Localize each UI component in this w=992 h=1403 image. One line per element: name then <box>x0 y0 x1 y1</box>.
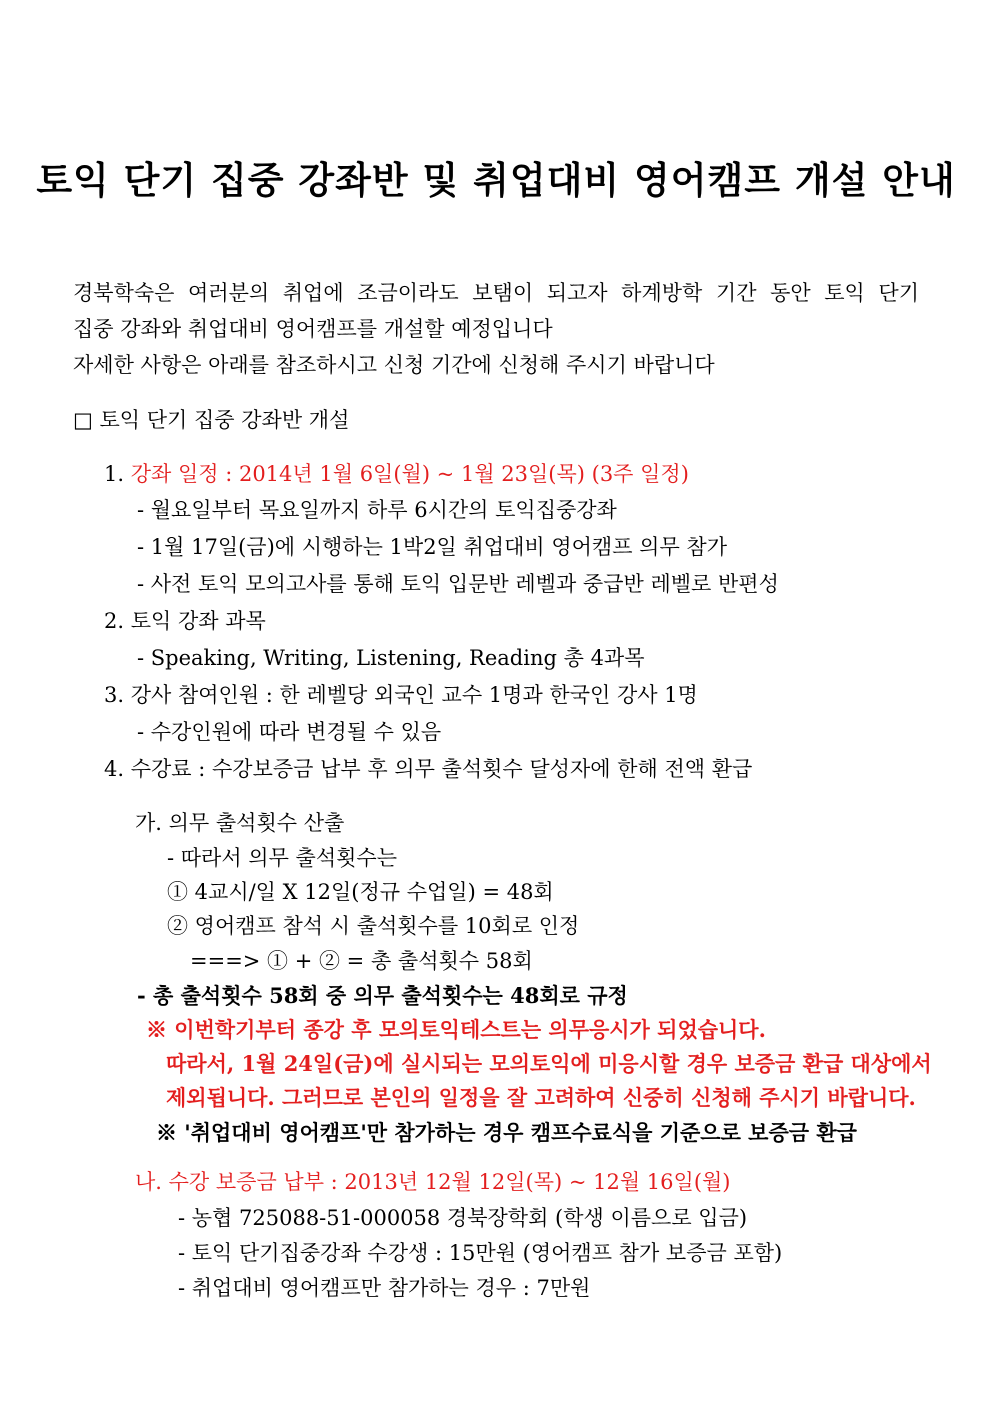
item-3-sub-1: - 수강인원에 따라 변경될 수 있음 <box>137 720 442 744</box>
ga-line-4: ===> ① + ② = 총 출석횟수 58회 <box>190 949 533 973</box>
item-2-sub-1: - Speaking, Writing, Listening, Reading 총 4과목 <box>137 646 645 670</box>
item-1-sub-1: - 월요일부터 목요일까지 하루 6시간의 토익집중강좌 <box>137 498 617 522</box>
intro-line-2: 집중 강좌와 취업대비 영어캠프를 개설할 예정입니다 <box>73 317 553 341</box>
item-1-schedule: 강좌 일정 : 2014년 1월 6일(월) ~ 1월 23일(목) (3주 일정) <box>130 462 689 486</box>
subsection-na-heading: 나. 수강 보증금 납부 : 2013년 12월 12일(목) ~ 12월 16일(월) <box>135 1170 731 1194</box>
attendance-rule: - 총 출석횟수 58회 중 의무 출석횟수는 48회로 규정 <box>137 983 628 1008</box>
na-line-2: - 토익 단기집중강좌 수강생 : 15만원 (영어캠프 참가 보증금 포함) <box>178 1241 783 1265</box>
intro-line-1: 경북학숙은 여러분의 취업에 조금이라도 보탬이 되고자 하계방학 기간 동안 토익 단기 <box>73 281 919 305</box>
ga-line-3: ② 영어캠프 참석 시 출석횟수를 10회로 인정 <box>167 914 580 938</box>
item-1 <box>104 461 689 487</box>
camp-only-note: ※ '취업대비 영어캠프'만 참가하는 경우 캠프수료식을 기준으로 보증금 환급 <box>156 1120 857 1145</box>
subsection-ga-heading: 가. 의무 출석횟수 산출 <box>135 811 345 835</box>
document-title: 토익 단기 집중 강좌반 및 취업대비 영어캠프 개설 안내 <box>36 159 956 202</box>
item-3: 3. 강사 참여인원 : 한 레벨당 외국인 교수 1명과 한국인 강사 1명 <box>104 683 698 707</box>
item-1-sub-3: - 사전 토익 모의고사를 통해 토익 입문반 레벨과 중급반 레벨로 반편성 <box>137 572 779 596</box>
item-1-number: 1. <box>104 462 131 486</box>
notice-line-2: 따라서, 1월 24일(금)에 실시되는 모의토익에 미응시할 경우 보증금 환급 대상에서 <box>166 1051 932 1076</box>
na-line-1: - 농협 725088-51-000058 경북장학회 (학생 이름으로 입금) <box>178 1206 748 1230</box>
item-2: 2. 토익 강좌 과목 <box>104 609 266 633</box>
item-1-sub-2: - 1월 17일(금)에 시행하는 1박2일 취업대비 영어캠프 의무 참가 <box>137 535 727 559</box>
ga-line-2: ① 4교시/일 X 12일(정규 수업일) = 48회 <box>167 880 554 904</box>
section-heading: □ 토익 단기 집중 강좌반 개설 <box>73 408 350 432</box>
na-line-3: - 취업대비 영어캠프만 참가하는 경우 : 7만원 <box>178 1276 591 1300</box>
intro-line-3: 자세한 사항은 아래를 참조하시고 신청 기간에 신청해 주시기 바랍니다 <box>73 353 715 377</box>
notice-line-3: 제외됩니다. 그러므로 본인의 일정을 잘 고려하여 신중히 신청해 주시기 바랍니다. <box>166 1085 916 1110</box>
ga-line-1: - 따라서 의무 출석횟수는 <box>167 846 397 870</box>
item-4: 4. 수강료 : 수강보증금 납부 후 의무 출석횟수 달성자에 한해 전액 환급 <box>104 757 753 781</box>
notice-line-1: ※ 이번학기부터 종강 후 모의토익테스트는 의무응시가 되었습니다. <box>146 1017 766 1042</box>
